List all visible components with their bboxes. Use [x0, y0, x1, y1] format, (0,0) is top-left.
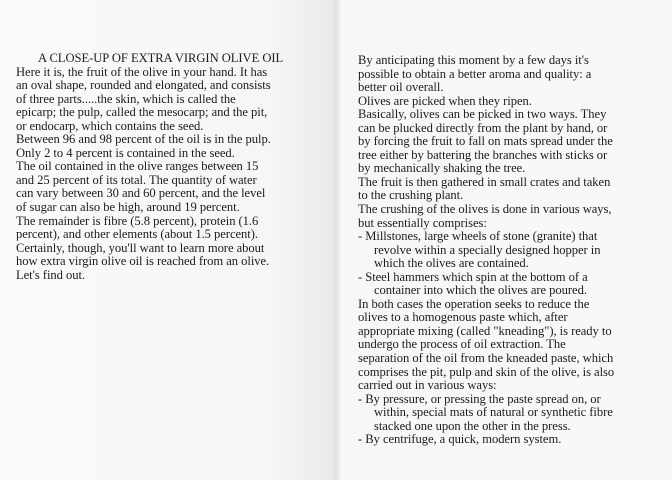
- text-line: Certainly, though, you'll want to learn more about: [16, 240, 265, 255]
- text-line: carried out in various ways:: [358, 378, 497, 393]
- text-line: Let's find out.: [16, 267, 86, 282]
- text-line: can be plucked directly from the plant by hand, or: [358, 120, 608, 135]
- text-line: by mechanically shaking the tree.: [358, 161, 526, 176]
- text-line: appropriate mixing (called "kneading"), is ready to: [358, 323, 612, 338]
- text-line: The oil contained in the olive ranges between 15: [16, 159, 259, 174]
- text-line: separation of the oil from the kneaded paste, which: [358, 351, 614, 366]
- bullet-line: - By pressure, or pressing the paste spread on, or: [358, 391, 601, 406]
- text-line: how extra virgin olive oil is reached from an olive.: [16, 254, 270, 269]
- bullet-continuation: stacked one upon the other in the press.: [374, 418, 571, 433]
- text-line: Basically, olives can be picked in two ways. They: [358, 107, 607, 122]
- text-line: Between 96 and 98 percent of the oil is in the pulp.: [16, 132, 271, 147]
- text-line: Here it is, the fruit of the olive in your hand. It has: [16, 64, 268, 79]
- text-line: and 25 percent of its total. The quantity of water: [16, 172, 257, 187]
- text-line: of three parts.....the skin, which is called the: [16, 91, 236, 106]
- bullet-line: - Steel hammers which spin at the bottom of a: [358, 269, 588, 284]
- text-line: The remainder is fibre (5.8 percent), protein (1.6: [16, 213, 259, 228]
- text-line: By anticipating this moment by a few days it's: [358, 53, 589, 67]
- right-page-text: [358, 54, 660, 447]
- text-line: but essentially comprises:: [358, 215, 487, 230]
- text-line: by forcing the fruit to fall on mats spread under the: [358, 134, 613, 149]
- right-page: [336, 0, 672, 480]
- text-line: Only 2 to 4 percent is contained in the seed.: [16, 145, 235, 160]
- text-line: an oval shape, rounded and elongated, and consists: [16, 78, 271, 93]
- text-line: possible to obtain a better aroma and quality: a: [358, 66, 592, 81]
- text-line: of sugar can also be high, around 19 percent.: [16, 200, 240, 215]
- text-line: epicarp; the pulp, called the mesocarp; and the pit,: [16, 105, 268, 120]
- text-line: percent), and other elements (about 1.5 percent).: [16, 227, 258, 242]
- text-line: The fruit is then gathered in small crates and taken: [358, 174, 611, 189]
- text-line: can vary between 30 and 60 percent, and the level: [16, 186, 266, 201]
- text-line: Olives are picked when they ripen.: [358, 93, 532, 108]
- bullet-continuation: which the olives are contained.: [374, 256, 529, 271]
- text-line: or endocarp, which contains the seed.: [16, 118, 204, 133]
- text-line: The crushing of the olives is done in various ways,: [358, 202, 612, 217]
- bullet-continuation: container into which the olives are poured.: [374, 283, 587, 298]
- bullet-continuation: within, special mats of natural or synthetic fibre: [374, 405, 613, 420]
- text-line: comprises the pit, pulp and skin of the olive, is also: [358, 364, 615, 379]
- text-line: olives to a homogenous paste which, after: [358, 310, 568, 325]
- text-line: undergo the process of oil extraction. The: [358, 337, 566, 352]
- text-line: to the crushing plant.: [358, 188, 464, 203]
- section-heading: A CLOSE-UP OF EXTRA VIRGIN OLIVE OIL: [38, 51, 284, 65]
- text-line: better oil overall.: [358, 80, 444, 95]
- bullet-continuation: revolve within a specially designed hopper in: [374, 242, 601, 257]
- text-line: In both cases the operation seeks to reduce the: [358, 296, 590, 311]
- left-page-text: [16, 52, 318, 282]
- bullet-line: - Millstones, large wheels of stone (granite) that: [358, 229, 598, 244]
- text-line: tree either by battering the branches with sticks or: [358, 147, 608, 162]
- bullet-line: - By centrifuge, a quick, modern system.: [358, 432, 562, 447]
